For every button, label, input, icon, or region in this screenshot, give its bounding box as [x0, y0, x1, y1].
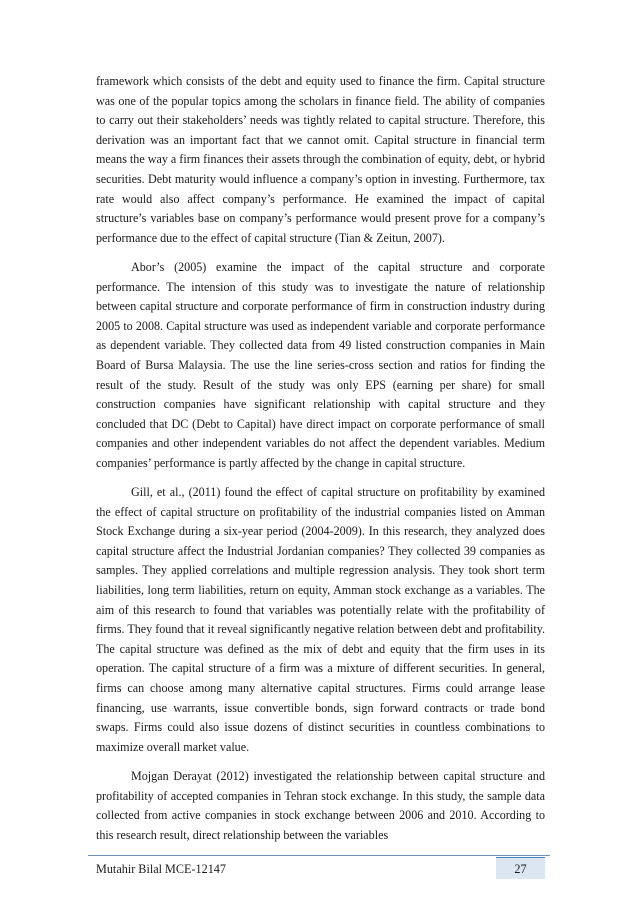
body-text	[96, 72, 545, 855]
paragraph-gill-2011: Gill, et al., (2011) found the effect of capital structure on profitability by examined the effect of capital structure on profitability of the industrial companies listed on Amman Stock Exchange during a six-year period (2004-2009). In this research, they analyzed does capital structure affect the Industrial Jordanian companies? They collected 39 companies as samples. They applied correlations and multiple regression analysis. They took short term liabilities, long term liabilities, return on equity, Amman stock exchange as a variables. The aim of this research to found that variables was potentially relate with the profitability of firms. They found that it reveal significantly negative relation between debt and profitability. The capital structure was defined as the mix of debt and equity that the firm uses in its operation. The capital structure of a firm was a mixture of different securities. In general, firms can choose among many alternative capital structures. Firms could arrange lease financing, use warrants, issue convertible bonds, sign forward contracts or trade bond swaps. Firms could also issue dozens of distinct securities in countless combinations to maximize overall market value.	[96, 485, 546, 754]
footer-author: Mutahir Bilal MCE-12147	[96, 862, 226, 876]
footer-divider	[88, 855, 550, 856]
paragraph-abor-2005: Abor’s (2005) examine the impact of the capital structure and corporate performance. The intension of this study was to investigate the nature of relationship between capital structure and corporate performance of firm in construction industry during 2005 to 2008. Capital structure was used as independent variable and corporate performance as dependent variable. They collected data from 49 listed construction companies in Main Board of Bursa Malaysia. The use the line series-cross section and ratios for finding the result of the study. Result of the study was only EPS (earning per share) for small construction companies have significant relationship with capital structure and they concluded that DC (Debt to Capital) have direct impact on corporate performance of small companies and other independent variables do not affect the dependent variables. Medium companies’ performance is partly affected by the change in capital structure.	[96, 259, 545, 470]
page-number: 27	[514, 862, 527, 876]
paragraph-capital-structure-definition: framework which consists of the debt and equity used to finance the firm. Capital structure was one of the popular topics among the scholars in finance field. The ability of companies to carry out their stakeholders’ needs was tightly related to capital structure. Therefore, this derivation was an important fact that we cannot omit. Capital structure in financial term means the way a firm finances their assets through the combination of equity, debt, or hybrid securities. Debt maturity would influence a company’s option in investing. Furthermore, tax rate would also affect company’s performance. He examined the impact of capital structure’s variables base on company’s performance would present prove for a company’s performance due to the effect of capital structure (Tian & Zeitun, 2007).	[96, 74, 545, 245]
paragraph-derayat-2012: Mojgan Derayat (2012) investigated the relationship between capital structure and profitability of accepted companies in Tehran stock exchange. In this study, the sample data collected from active companies in stock exchange between 2006 and 2010. According to this research result, direct relationship between the variables	[96, 768, 545, 842]
page-number-box	[496, 857, 545, 879]
